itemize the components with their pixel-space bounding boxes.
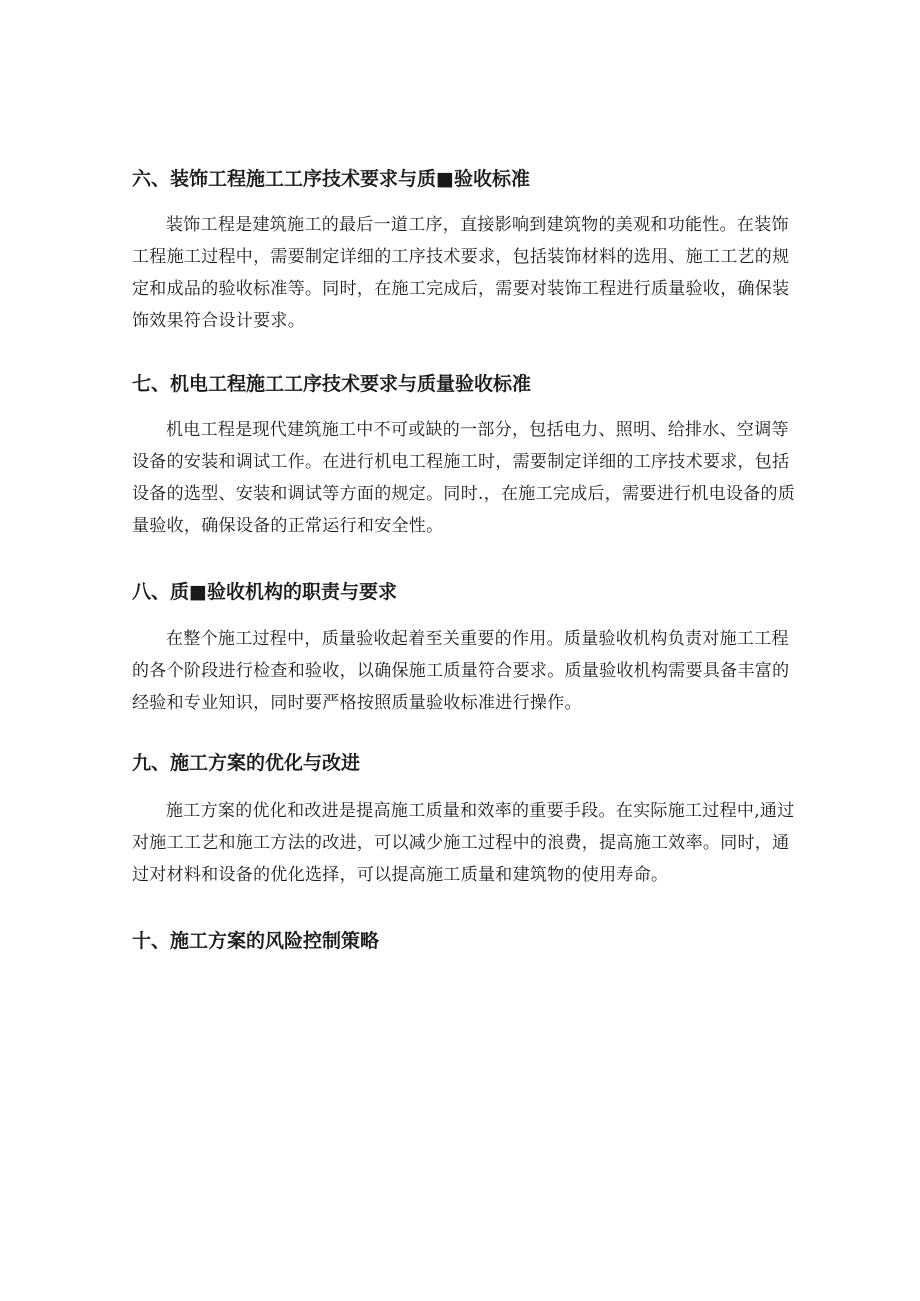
section-paragraph-9: [132, 795, 795, 891]
paragraph-line: 工程施工过程中，需要制定详细的工序技术要求，包括装饰材料的选用、施工工艺的规: [132, 247, 790, 267]
section-heading-7: 七、机电工程施工工序技术要求与质量验收标准: [132, 373, 532, 395]
paragraph-line: 量验收，确保设备的正常运行和安全性。: [132, 516, 444, 536]
paragraph-line: 在整个施工过程中，质量验收起着至关重要的作用。质量验收机构负责对施工工程: [166, 629, 789, 649]
paragraph-line: 设备的安装和调试工作。在进行机电工程施工时，需要制定详细的工序技术要求，包括: [132, 452, 790, 472]
section-heading-8: 八、质■验收机构的职责与要求: [132, 581, 397, 603]
section-paragraph-7: [132, 414, 796, 542]
section-heading-6: 六、装饰工程施工工序技术要求与质■验收标准: [132, 168, 530, 190]
paragraph-line: 的各个阶段进行检查和验收，以确保施工质量符合要求。质量验收机构需要具备丰富的: [132, 661, 790, 681]
paragraph-line: 施工方案的优化和改进是提高施工质量和效率的重要手段。在实际施工过程中,通过: [166, 801, 795, 821]
section-paragraph-6: [132, 209, 792, 337]
paragraph-line: 设备的选型、安装和调试等方面的规定。同时.，在施工完成后，需要进行机电设备的质: [132, 484, 796, 504]
paragraph-line: 装饰工程是建筑施工的最后一道工序，直接影响到建筑物的美观和功能性。在装饰: [166, 215, 789, 235]
paragraph-line: 机电工程是现代建筑施工中不可或缺的一部分，包括电力、照明、给排水、空调等: [166, 420, 789, 440]
paragraph-line: 饰效果符合设计要求。: [132, 311, 305, 331]
paragraph-line: 过对材料和设备的优化选择，可以提高施工质量和建筑物的使用寿命。: [132, 865, 669, 885]
section-paragraph-8: [132, 623, 792, 719]
section-heading-10: 十、施工方案的风险控制策略: [132, 930, 380, 952]
paragraph-line: 经验和专业知识，同时要严格按照质量验收标准进行操作。: [132, 693, 582, 713]
section-heading-9: 九、施工方案的优化与改进: [132, 752, 361, 774]
paragraph-line: 对施工工艺和施工方法的改进，可以减少施工过程中的浪费，提高施工效率。同时，通: [132, 833, 790, 853]
paragraph-line: 定和成品的验收标准等。同时，在施工完成后，需要对装饰工程进行质量验收，确保装: [132, 279, 790, 299]
